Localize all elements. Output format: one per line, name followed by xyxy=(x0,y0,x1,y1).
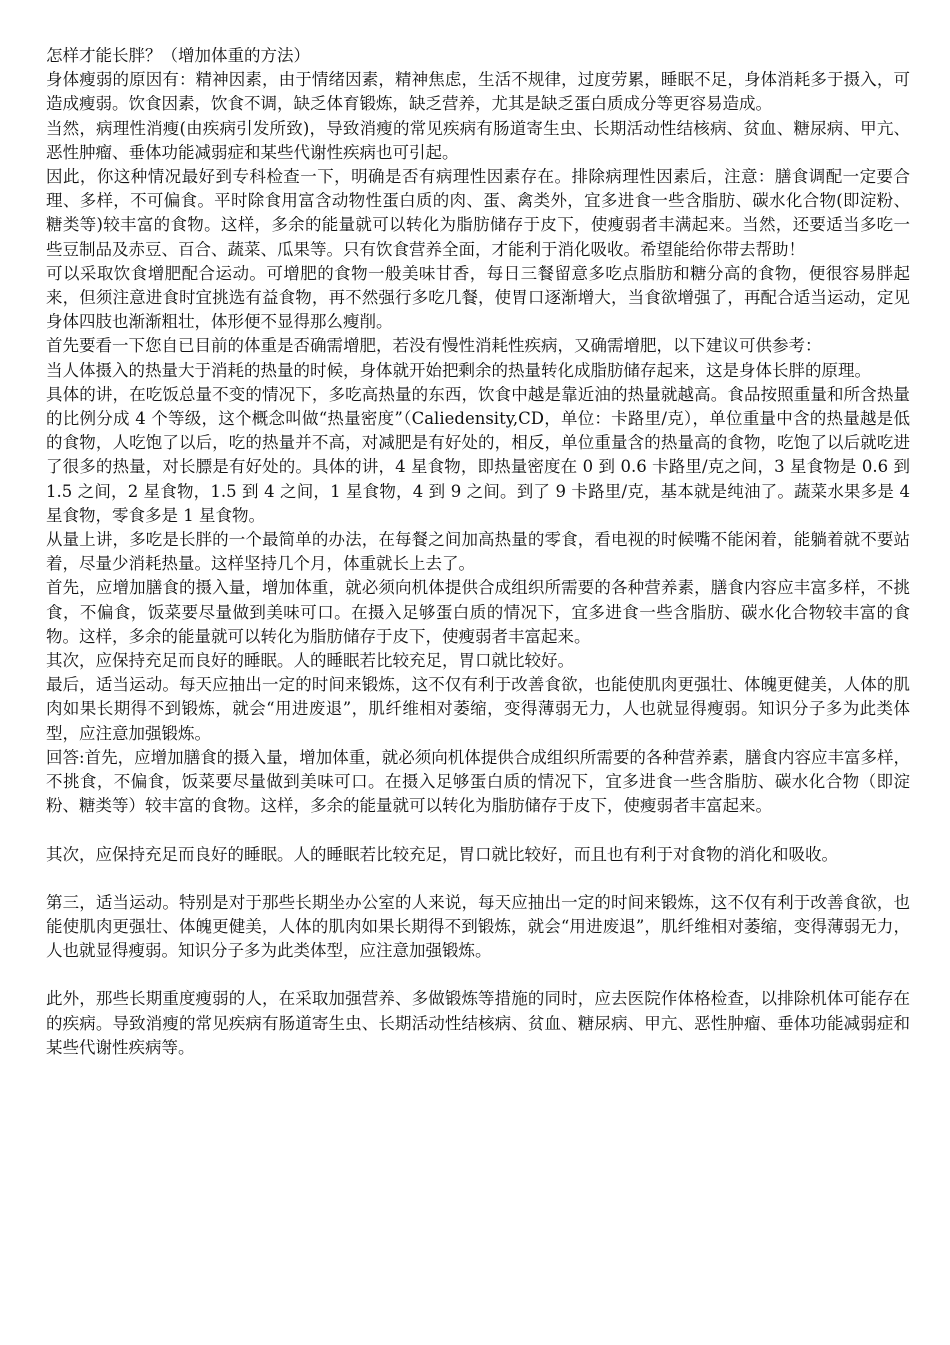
document-body xyxy=(46,44,916,1060)
paragraph-pathological: 当然，病理性消瘦(由疾病引发所致)，导致消瘦的常见疾病有肠道寄生虫、长期活动性结核病、贫血、糖尿病、甲亢、恶性肿瘤、垂体功能减弱症和某些代谢性疾病也可引起。 xyxy=(46,118,910,162)
paragraph-answer: 回答:首先，应增加膳食的摄入量，增加体重，就必须向机体提供合成组织所需要的各种营养素，膳食内容应丰富多样，不挑食，不偏食，饭菜要尽量做到美味可口。在摄入足够蛋白质的情况下，宜多进食一些含脂肪、碳水化合物（即淀粉、糖类等）较丰富的食物。这样，多余的能量就可以转化为脂肪储存于皮下，使瘦弱者丰富起来。 xyxy=(46,747,910,816)
paragraph-calorie-density: 具体的讲，在吃饭总量不变的情况下，多吃高热量的东西，饮食中越是靠近油的热量就越高。食品按照重量和所含热量的比例分成 4 个等级，这个概念叫做“热量密度”（Caliedensity,CD，单位：卡路里/克），单位重量中含的热量越是低的食物，人吃饱了以后，吃的热量并不高，对减肥是有好处的，相反，单位重量含的热量高的食物，吃饱了以后就吃进了很多的热量，对长膘是有好处的。具体的讲，4 星食物，即热量密度在 0 到 0.6 卡路里/克之间，3 星食物是 0.6 到 1.5 之间，2 星食物，1.5 到 4 之间，1 星食物，4 到 9 之间。到了 9 卡路里/克，基本就是纯油了。蔬菜水果多是 4 星食物，零食多是 1 星食物。 xyxy=(46,384,916,525)
paragraph-second: 其次，应保持充足而良好的睡眠。人的睡眠若比较充足，胃口就比较好。 xyxy=(46,651,574,671)
paragraph-diet-advice: 因此，你这种情况最好到专科检查一下，明确是否有病理性因素存在。排除病理性因素后，注意：膳食调配一定要合理、多样，不可偏食。平时除食用富含动物性蛋白质的肉、蛋、禽类外，宜多进食一些含脂肪、碳水化合物(即淀粉、糖类等)较丰富的食物。这样，多余的能量就可以转化为脂肪储存于皮下，使瘦弱者丰满起来。当然，还要适当多吃一些豆制品及赤豆、百合、蔬菜、瓜果等。只有饮食营养全面，才能利于消化吸收。希望能给你带去帮助！ xyxy=(46,167,910,259)
paragraph-causes: 身体瘦弱的原因有：精神因素，由于情绪因素，精神焦虑，生活不规律，过度劳累，睡眠不足，身体消耗多于摄入，可造成瘦弱。饮食因素，饮食不调，缺乏体育锻炼，缺乏营养，尤其是缺乏蛋白质成分等更容易造成。 xyxy=(46,70,910,114)
paragraph-last: 最后，适当运动。每天应抽出一定的时间来锻炼，这不仅有利于改善食欲，也能使肌肉更强壮、体魄更健美，人体的肌肉如果长期得不到锻炼，就会“用进废退”，肌纤维相对萎缩，变得薄弱无力，人也就显得瘦弱。知识分子多为此类体型，应注意加强锻炼。 xyxy=(46,675,910,743)
paragraph-quantity: 从量上讲，多吃是长胖的一个最简单的办法，在每餐之间加高热量的零食，看电视的时候嘴不能闲着，能躺着就不要站着，尽量少消耗热量。这样坚持几个月，体重就长上去了。 xyxy=(46,530,910,574)
paragraph-spacer xyxy=(46,819,910,843)
paragraph-first: 首先，应增加膳食的摄入量，增加体重，就必须向机体提供合成组织所需要的各种营养素，膳食内容应丰富多样，不挑食，不偏食，饭菜要尽量做到美味可口。在摄入足够蛋白质的情况下，宜多进食一些含脂肪、碳水化合物较丰富的食物。这样，多余的能量就可以转化为脂肪储存于皮下，使瘦弱者丰富起来。 xyxy=(46,578,910,646)
paragraph-check-weight: 首先要看一下您自已目前的体重是否确需增肥，若没有慢性消耗性疾病，又确需增肥，以下建议可供参考： xyxy=(46,336,822,356)
paragraph-sleep: 其次，应保持充足而良好的睡眠。人的睡眠若比较充足，胃口就比较好，而且也有利于对食物的消化和吸收。 xyxy=(46,844,838,864)
paragraph-spacer xyxy=(46,867,910,891)
paragraph-spacer xyxy=(46,963,910,987)
paragraph-principle: 当人体摄入的热量大于消耗的热量的时候，身体就开始把剩余的热量转化成脂肪储存起来，这是身体长胖的原理。 xyxy=(46,360,871,380)
paragraph-third: 第三，适当运动。特别是对于那些长期坐办公室的人来说，每天应抽出一定的时间来锻炼，这不仅有利于改善食欲，也能使肌肉更强壮、体魄更健美，人体的肌肉如果长期得不到锻炼，就会“用进废退”，肌纤维相对萎缩，变得薄弱无力，人也就显得瘦弱。知识分子多为此类体型，应注意加强锻炼。 xyxy=(46,892,910,961)
paragraph-additionally: 此外，那些长期重度瘦弱的人，在采取加强营养、多做锻炼等措施的同时，应去医院作体格检查，以排除机体可能存在的疾病。导致消瘦的常见疾病有肠道寄生虫、长期活动性结核病、贫血、糖尿病、甲亢、恶性肿瘤、垂体功能减弱症和某些代谢性疾病等。 xyxy=(46,989,910,1057)
document-title: 怎样才能长胖？（增加体重的方法） xyxy=(46,46,310,65)
paragraph-exercise: 可以采取饮食增肥配合运动。可增肥的食物一般美味甘香，每日三餐留意多吃点脂肪和糖分高的食物，便很容易胖起来，但须注意进食时宜挑选有益食物，再不然强行多吃几餐，使胃口逐渐增大，当食欲增强了，再配合适当运动，定见身体四肢也渐渐粗壮，体形便不显得那么瘦削。 xyxy=(46,263,910,332)
